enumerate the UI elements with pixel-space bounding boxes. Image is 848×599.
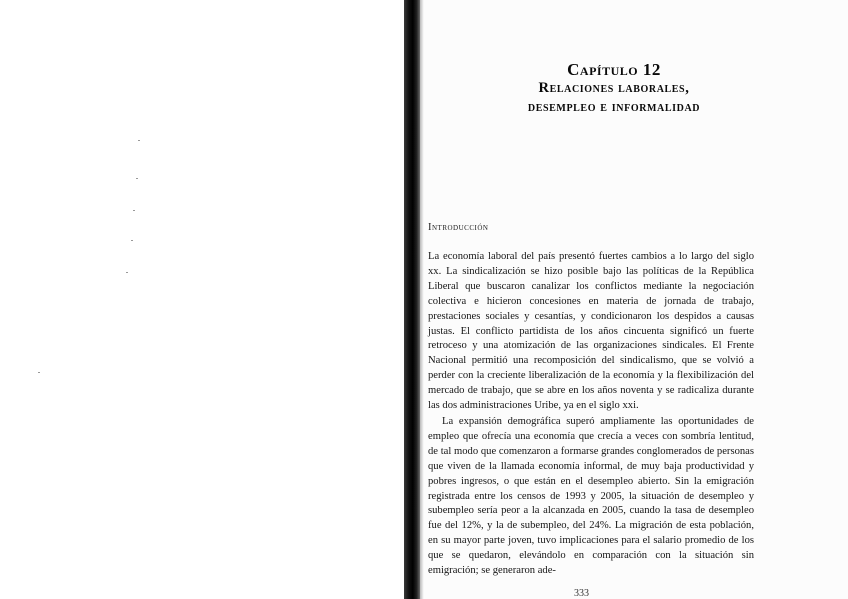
page-number: 333: [574, 588, 589, 599]
paragraph: La expansión demográfica superó ampliamente las oportunidades de empleo que ofrecía una economía que crecía a veces con sombría lentitud, de tal modo que comenzaron a formarse grandes conglomerados de personas que viven de la llamada economía informal, de muy baja productividad y pobres ingresos, o que están en el desempleo abierto. Sin la emigración registrada entre los censos de 1993 y 2005, la situación de desempleo y subempleo sería peor a la alcanzada en 2005, cuando la tasa de desempleo fue del 12%, y la de subempleo, del 24%. La migración de esta población, en su mayor parte joven, tuvo implicaciones para el salario promedio de los que se quedaron, elevándolo en comparación con la situación sin emigración; se generaron ade-: [428, 415, 754, 577]
body-text: [428, 250, 754, 579]
section-heading: Introducción: [428, 222, 489, 233]
chapter-number: Capítulo 12: [567, 60, 661, 79]
left-page: [0, 0, 404, 599]
page-speck: [136, 178, 138, 179]
right-page: [424, 0, 848, 599]
paragraph: La economía laboral del país presentó fuertes cambios a lo largo del siglo xx. La sindicalización se hizo posible bajo las políticas de la República Liberal que buscaron canalizar los conflictos mediante la negociación colectiva e hicieron concesiones en materia de jornada de trabajo, prestaciones sociales y cesantías, y condicionaron los despidos a causas justas. El conflicto partidista de los años cincuenta significó un fuerte retroceso y una atomización de las organizaciones sindicales. El Frente Nacional permitió una recomposición del sindicalismo, que se volvió a perder con la creciente liberalización de la economía y la flexibilización del mercado de trabajo, que se abre en los años noventa y se radicaliza durante las dos administraciones Uribe, ya en el siglo xxi.: [428, 251, 754, 412]
book-spine: [404, 0, 420, 599]
page-speck: [131, 240, 133, 241]
page-speck: [133, 210, 135, 211]
page-speck: [126, 272, 128, 273]
chapter-heading: [464, 60, 764, 117]
page-speck: [138, 140, 140, 141]
chapter-title-line-2: desempleo e informalidad: [527, 99, 701, 115]
page-speck: [38, 372, 40, 373]
chapter-title-line-1: Relaciones laborales,: [538, 80, 690, 96]
